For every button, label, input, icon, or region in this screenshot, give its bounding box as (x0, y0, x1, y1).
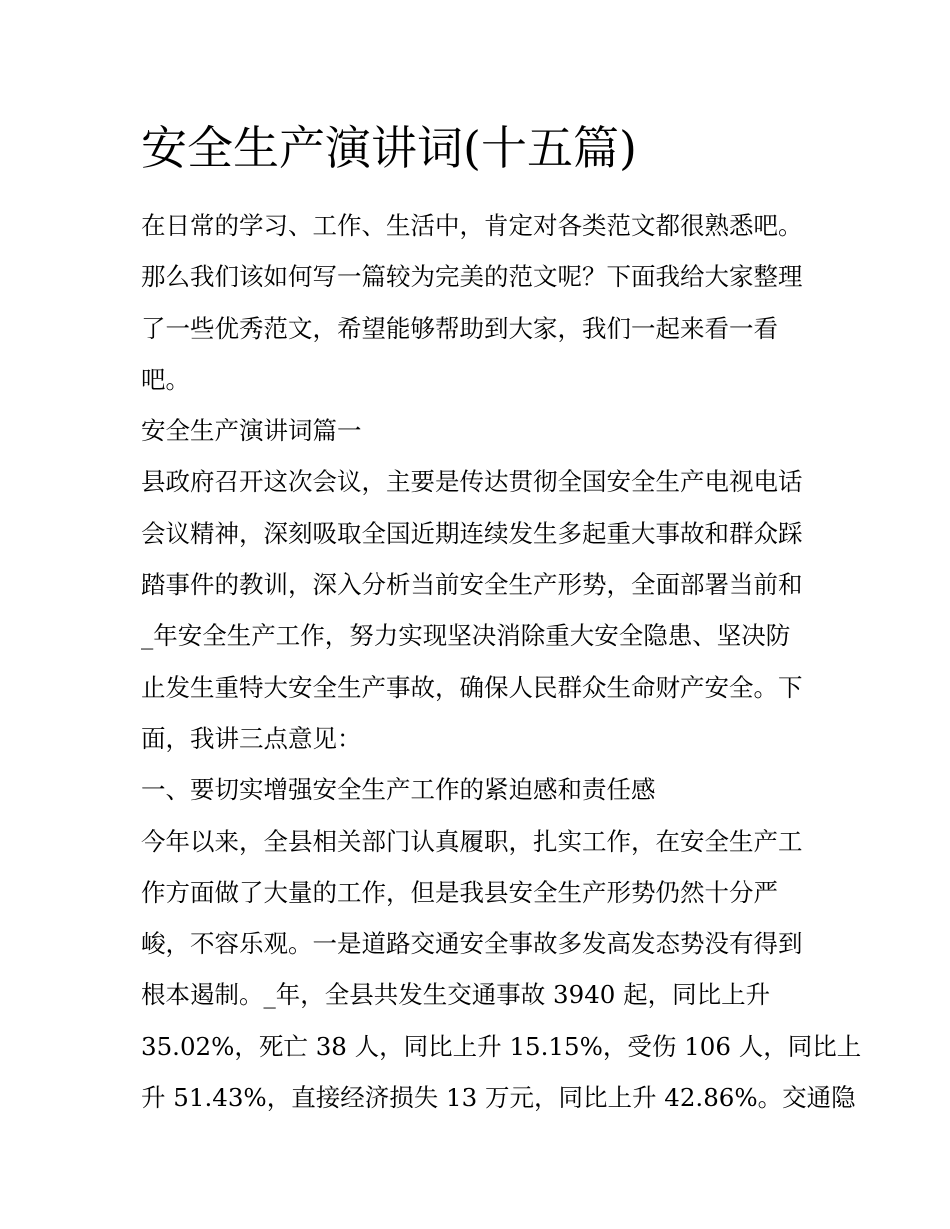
body-line: 会议精神，深刻吸取全国近期连续发生多起重大事故和群众踩 (141, 518, 803, 548)
body-line: 在日常的学习、工作、生活中，肯定对各类范文都很熟悉吧。 (141, 211, 803, 240)
body-line: 今年以来，全县相关部门认真履职，扎实工作，在安全生产工 (141, 826, 803, 856)
body-line: 吧。 (141, 364, 190, 394)
document-title: 安全生产演讲词(十五篇) (141, 121, 637, 175)
document-body (141, 200, 862, 1123)
document-page (141, 110, 862, 1123)
body-line: 踏事件的教训，深入分析当前安全生产形势，全面部署当前和 (141, 570, 803, 600)
body-line: 县政府召开这次会议，主要是传达贯彻全国安全生产电视电话 (141, 467, 803, 497)
body-line: 峻，不容乐观。一是道路交通安全事故多发高发态势没有得到 (141, 929, 803, 959)
body-line: _年安全生产工作，努力实现坚决消除重大安全隐患、坚决防 (141, 621, 791, 651)
body-line: 了一些优秀范文，希望能够帮助到大家，我们一起来看一看 (141, 313, 778, 343)
subsection-heading: 一、要切实增强安全生产工作的紧迫感和责任感 (141, 775, 656, 805)
body-line: 根本遏制。_年，全县共发生交通事故 3940 起，同比上升 (141, 980, 771, 1010)
section-heading: 安全生产演讲词篇一 (141, 416, 362, 446)
body-line: 面，我讲三点意见： (141, 723, 362, 753)
body-line: 升 51.43%，直接经济损失 13 万元，同比上升 42.86%。交通隐 (141, 1083, 856, 1113)
body-line: 35.02%，死亡 38 人，同比上升 15.15%，受伤 106 人，同比上 (141, 1031, 862, 1061)
body-line: 作方面做了大量的工作，但是我县安全生产形势仍然十分严 (141, 877, 778, 907)
body-line: 那么我们该如何写一篇较为完美的范文呢？下面我给大家整理 (141, 262, 803, 292)
body-line: 止发生重特大安全生产事故，确保人民群众生命财产安全。下 (141, 672, 803, 702)
